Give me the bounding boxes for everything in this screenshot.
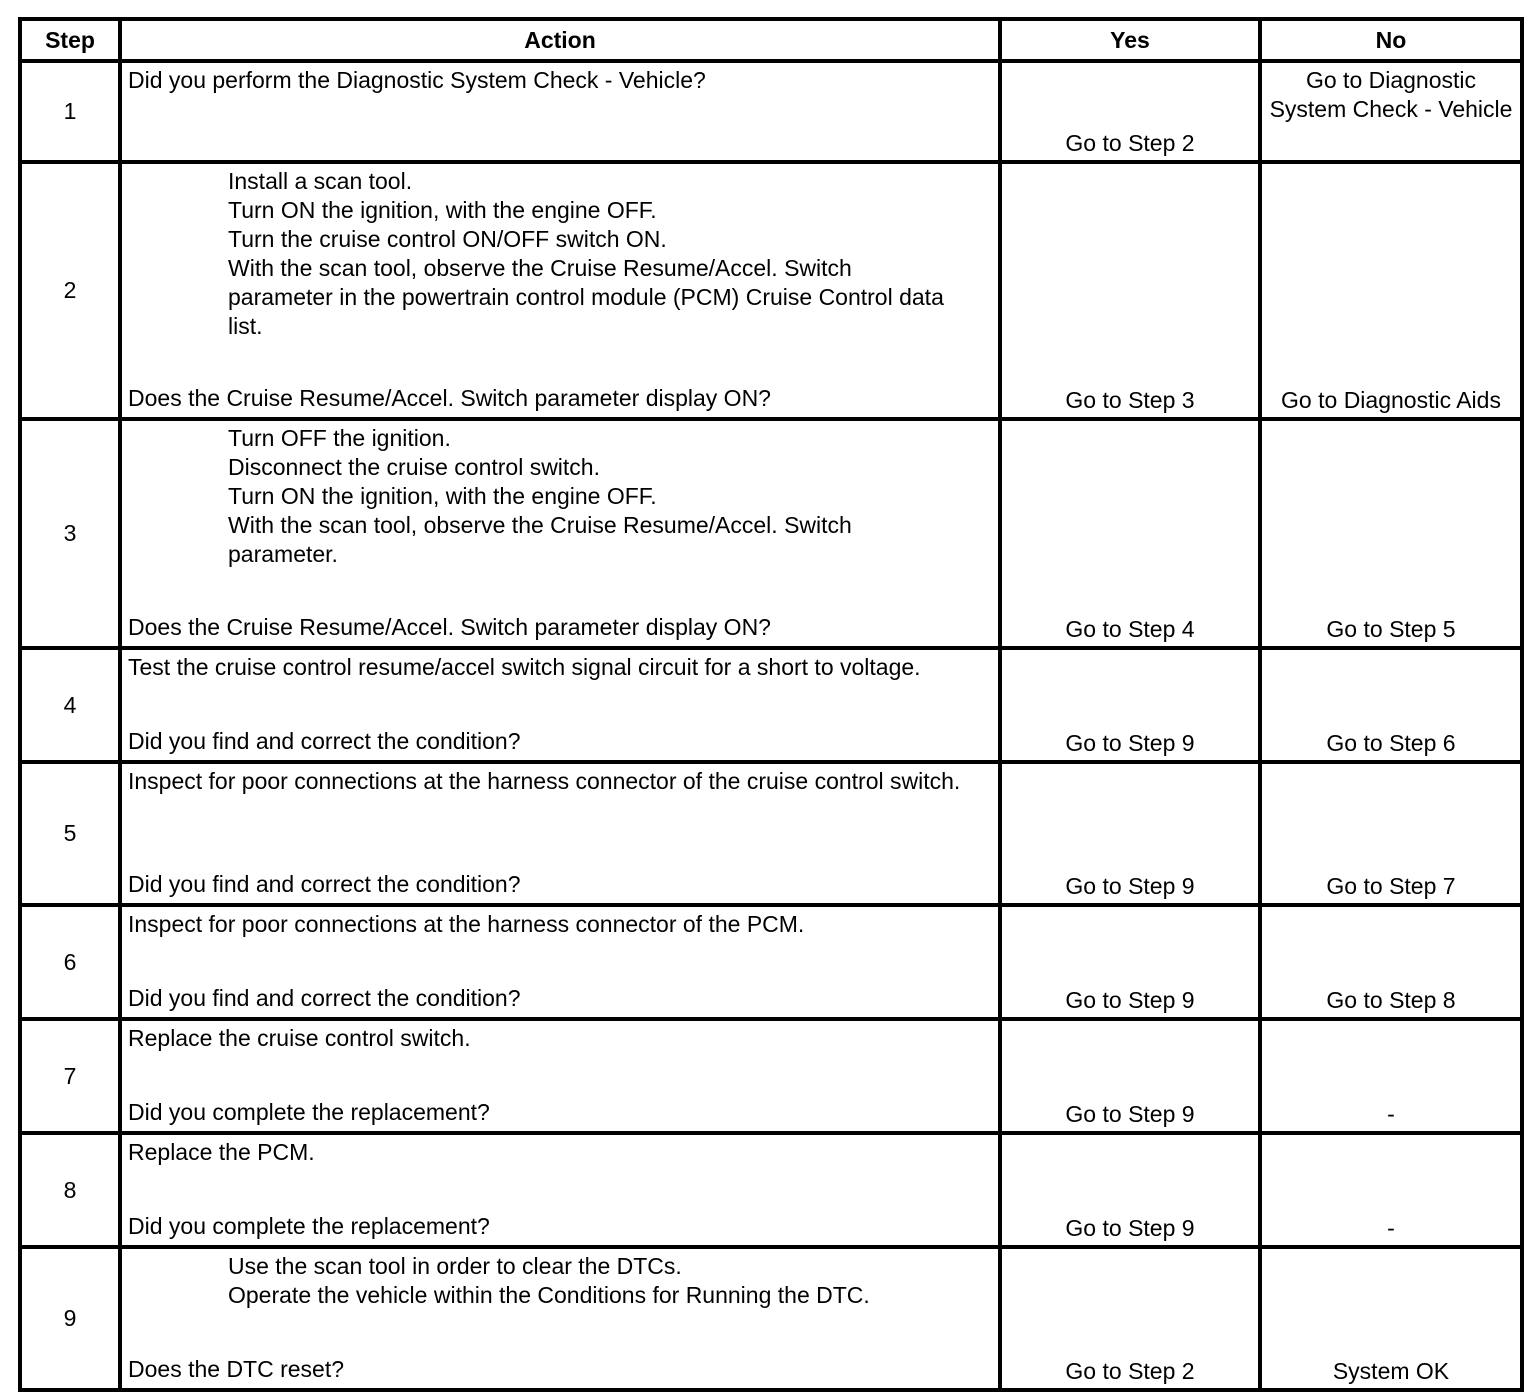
action-cell	[120, 61, 1000, 162]
question-text: Does the DTC reset?	[128, 1356, 345, 1382]
substep: Install a scan tool.	[228, 168, 413, 194]
substep: Turn the cruise control ON/OFF switch ON.	[228, 226, 667, 252]
yes-cell: Go to Step 9	[1000, 905, 1260, 1019]
table-row	[20, 1019, 1522, 1133]
action-cell	[120, 1133, 1000, 1247]
step-number: 4	[20, 648, 120, 762]
yes-cell: Go to Step 2	[1000, 61, 1260, 162]
header-row	[20, 19, 1522, 61]
step-number: 1	[20, 61, 120, 162]
table-row	[20, 419, 1522, 648]
no-cell: Go to Step 5	[1260, 419, 1522, 648]
substep: Turn OFF the ignition.	[228, 425, 451, 451]
table-row	[20, 162, 1522, 419]
action-cell	[120, 905, 1000, 1019]
yes-cell: Go to Step 2	[1000, 1247, 1260, 1390]
action-text: Inspect for poor connections at the harness connector of the cruise control switch.	[128, 768, 961, 794]
action-cell	[120, 762, 1000, 905]
action-text: Inspect for poor connections at the harness connector of the PCM.	[128, 911, 805, 937]
yes-cell: Go to Step 4	[1000, 419, 1260, 648]
question-text: Did you find and correct the condition?	[128, 871, 521, 897]
yes-cell: Go to Step 9	[1000, 762, 1260, 905]
no-cell: Go to Diagnostic System Check - Vehicle	[1260, 61, 1522, 162]
step-number: 8	[20, 1133, 120, 1247]
substep: Disconnect the cruise control switch.	[228, 454, 600, 480]
yes-cell: Go to Step 3	[1000, 162, 1260, 419]
substep: Operate the vehicle within the Conditions for Running the DTC.	[228, 1282, 870, 1308]
action-text: Replace the PCM.	[128, 1139, 315, 1165]
question-text: Did you find and correct the condition?	[128, 728, 521, 754]
substep: Turn ON the ignition, with the engine OFF.	[228, 197, 657, 223]
question-text: Did you complete the replacement?	[128, 1213, 490, 1239]
table-row	[20, 1133, 1522, 1247]
step-number: 3	[20, 419, 120, 648]
step-number: 2	[20, 162, 120, 419]
substep: With the scan tool, observe the Cruise Resume/Accel. Switch parameter.	[228, 512, 852, 567]
no-cell: Go to Diagnostic Aids	[1260, 162, 1522, 419]
table-row	[20, 1247, 1522, 1390]
step-number: 6	[20, 905, 120, 1019]
substep: With the scan tool, observe the Cruise Resume/Accel. Switch parameter in the powertrain control module (PCM) Cruise Control data list.	[228, 255, 944, 339]
substep: Use the scan tool in order to clear the DTCs.	[228, 1253, 682, 1279]
table-row	[20, 648, 1522, 762]
substep: Turn ON the ignition, with the engine OFF.	[228, 483, 657, 509]
action-cell	[120, 162, 1000, 419]
table-row	[20, 905, 1522, 1019]
no-cell: Go to Step 7	[1260, 762, 1522, 905]
action-cell	[120, 1019, 1000, 1133]
header-action: Action	[120, 19, 1000, 61]
no-cell: System OK	[1260, 1247, 1522, 1390]
no-cell: Go to Step 6	[1260, 648, 1522, 762]
action-cell	[120, 1247, 1000, 1390]
action-text: Test the cruise control resume/accel switch signal circuit for a short to voltage.	[128, 654, 921, 680]
no-cell: -	[1260, 1133, 1522, 1247]
table-row	[20, 762, 1522, 905]
yes-cell: Go to Step 9	[1000, 648, 1260, 762]
step-number: 5	[20, 762, 120, 905]
no-cell: Go to Step 8	[1260, 905, 1522, 1019]
action-text: Did you perform the Diagnostic System Check - Vehicle?	[128, 67, 706, 93]
question-text: Does the Cruise Resume/Accel. Switch parameter display ON?	[128, 614, 771, 640]
question-text: Did you complete the replacement?	[128, 1099, 490, 1125]
question-text: Did you find and correct the condition?	[128, 985, 521, 1011]
diagnostic-table	[18, 17, 1524, 1392]
yes-cell: Go to Step 9	[1000, 1019, 1260, 1133]
header-no: No	[1260, 19, 1522, 61]
header-yes: Yes	[1000, 19, 1260, 61]
step-number: 7	[20, 1019, 120, 1133]
action-text: Replace the cruise control switch.	[128, 1025, 471, 1051]
table-row	[20, 61, 1522, 162]
yes-cell: Go to Step 9	[1000, 1133, 1260, 1247]
action-cell	[120, 648, 1000, 762]
question-text: Does the Cruise Resume/Accel. Switch parameter display ON?	[128, 385, 771, 411]
no-cell: -	[1260, 1019, 1522, 1133]
step-number: 9	[20, 1247, 120, 1390]
header-step: Step	[20, 19, 120, 61]
action-cell	[120, 419, 1000, 648]
